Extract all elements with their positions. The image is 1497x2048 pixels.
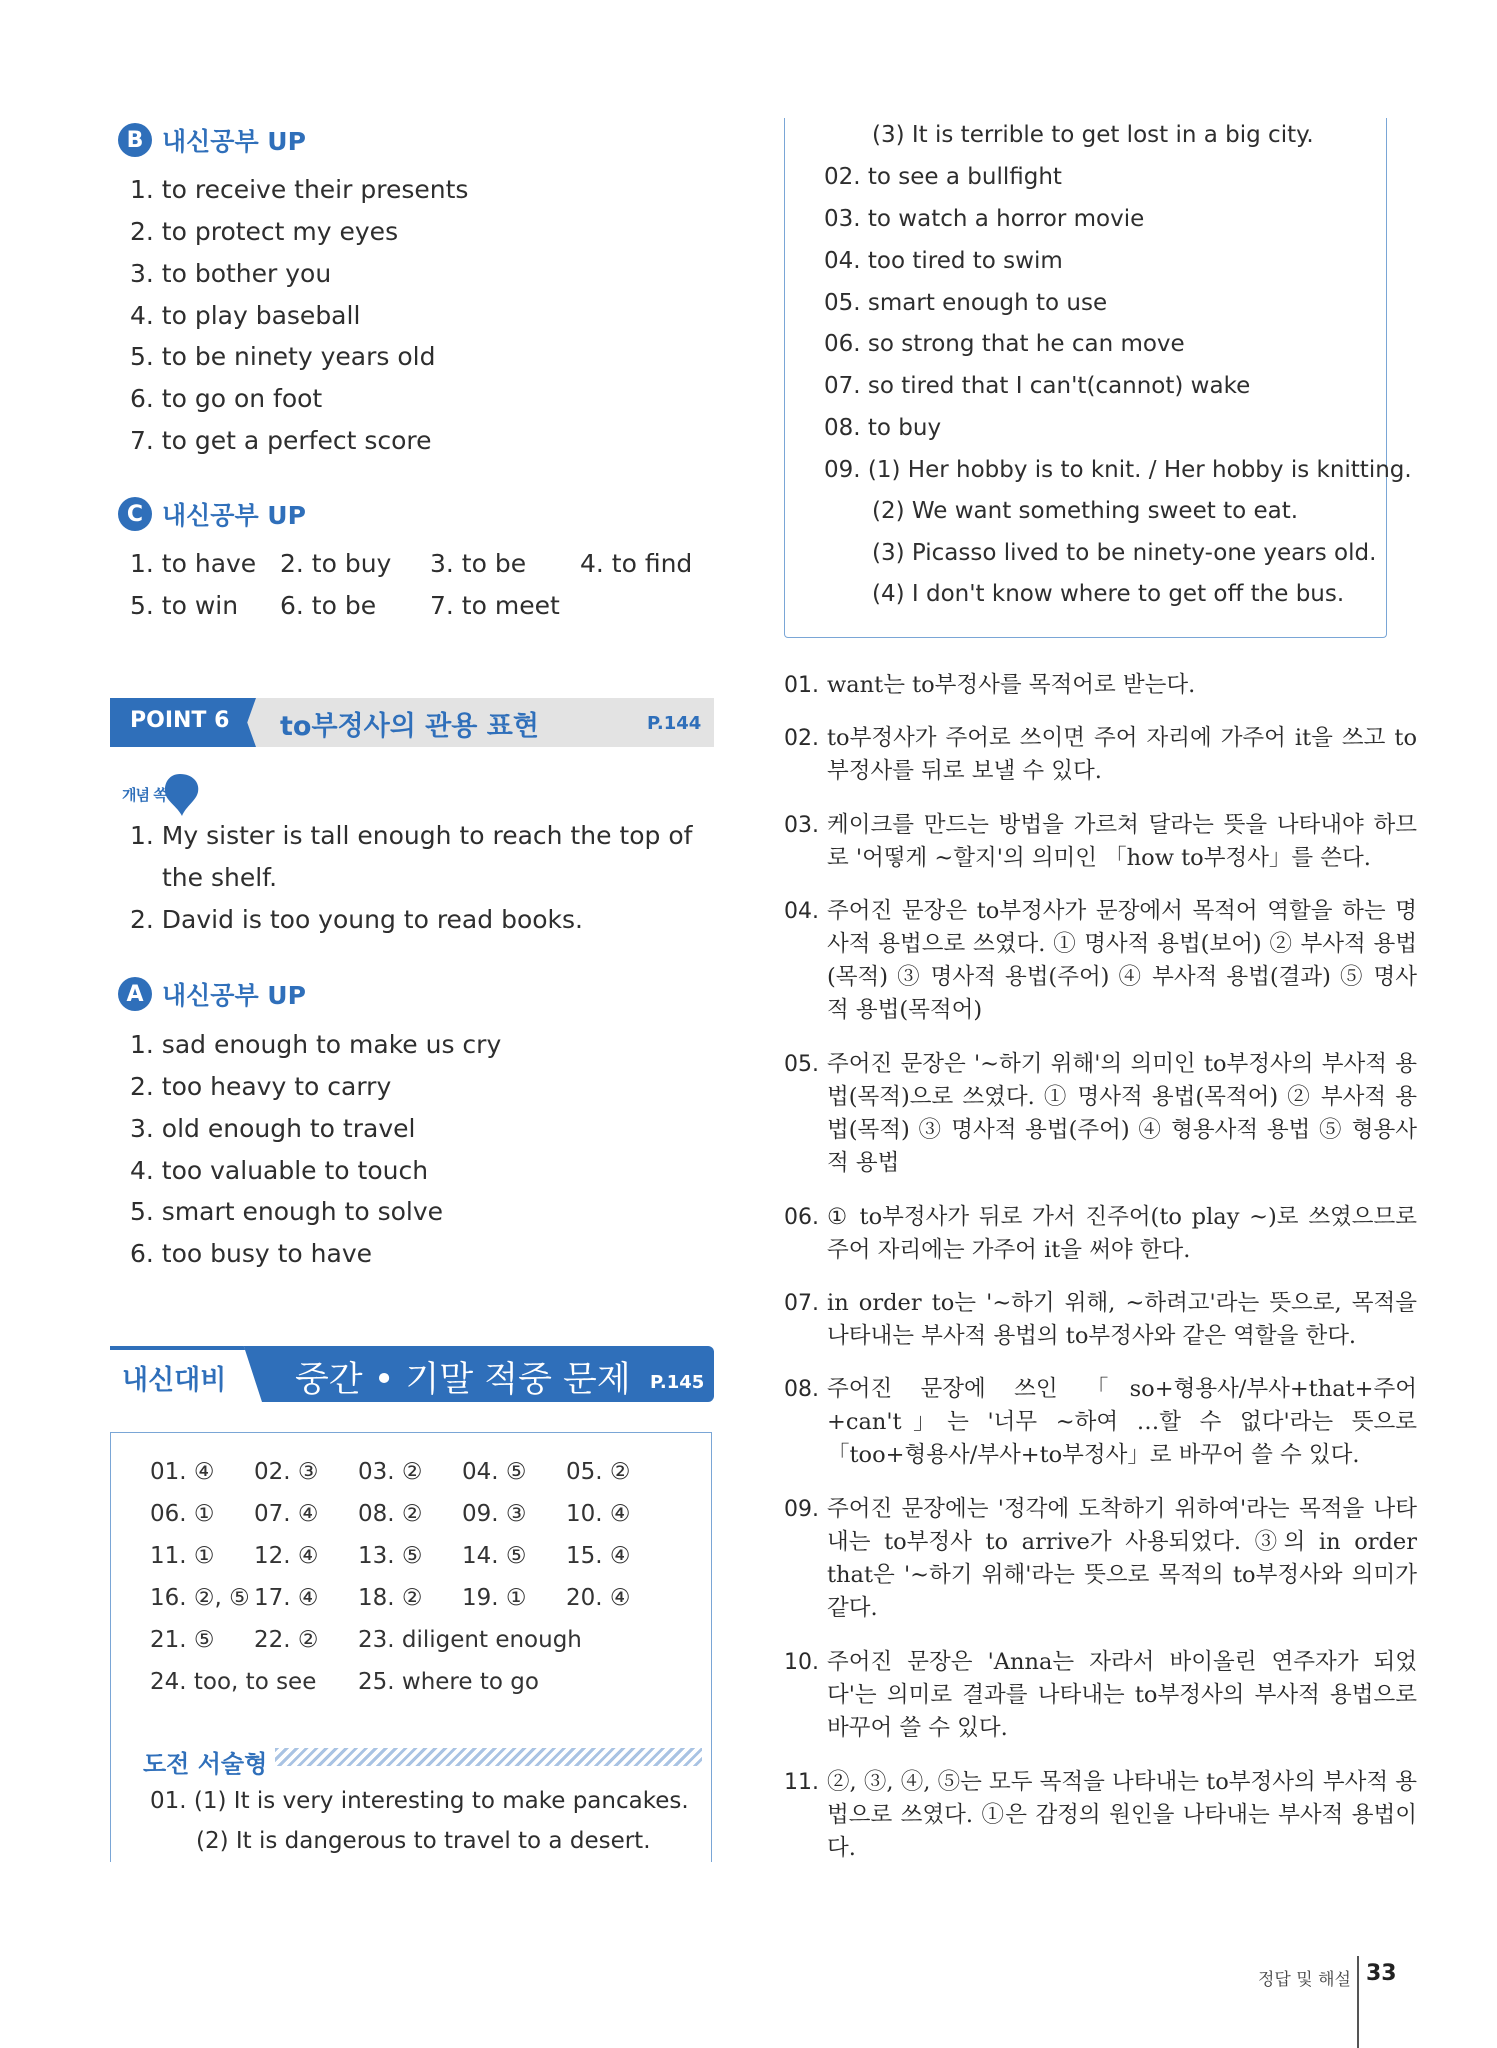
list-item: 5. to be ninety years old: [130, 342, 436, 371]
explanation-text: 케이크를 만드는 방법을 가르쳐 달라는 뜻을 나타내야 하므로 '어떻게 ~할지'의 의미인 「how to부정사」를 쓴다.: [827, 812, 1417, 871]
point6-page-ref: P.144: [647, 713, 702, 734]
list-item: 3. old enough to travel: [130, 1114, 416, 1143]
list-item: 1. My sister is tall enough to reach the top of: [130, 821, 693, 850]
explanation-item: [784, 1373, 1417, 1472]
answer-cell: 01. ④: [150, 1459, 215, 1485]
answer-cell: 03. ②: [358, 1459, 423, 1485]
answer-cell: 15. ④: [566, 1543, 631, 1569]
page-number: 33: [1366, 1961, 1397, 1986]
explanation-number: 05.: [784, 1052, 819, 1077]
answer-cell: 12. ④: [254, 1543, 319, 1569]
explanation-text: 주어진 문장은 to부정사가 문장에서 목적어 역할을 하는 명사적 용법으로 쓰였다. ① 명사적 용법(보어) ② 부사적 용법(목적) ③ 명사적 용법(주어) ④ 부사적 용법(결과) ⑤ 명사적 용법(목적어): [827, 898, 1417, 1023]
answer-cell: 02. ③: [254, 1459, 319, 1485]
list-item: 6. to go on foot: [130, 384, 323, 413]
explanation-text: want는 to부정사를 목적어로 받는다.: [827, 672, 1196, 698]
list-item: 02. to see a bullfight: [824, 164, 1062, 190]
explanation-text: 주어진 문장은 'Anna는 자라서 바이올린 연주자가 되었다'는 의미로 결과를 나타내는 to부정사의 부사적 용법으로 바꾸어 쓸 수 있다.: [827, 1649, 1417, 1741]
explanation-text: 주어진 문장에 쓰인 「so+형용사/부사+that+주어+can't」는 '너무 ~하여 …할 수 없다'라는 뜻으로 「too+형용사/부사+to부정사」로 바꾸어 쓸 수 있다.: [827, 1376, 1417, 1468]
section-b-badge: B: [118, 123, 152, 157]
list-item: 05. smart enough to use: [824, 290, 1108, 316]
answer-cell: 14. ⑤: [462, 1543, 527, 1569]
answer-cell: 19. ①: [462, 1585, 527, 1611]
point6-label: POINT 6: [130, 708, 230, 733]
list-item: (2) We want something sweet to eat.: [872, 498, 1299, 524]
list-item: 5. smart enough to solve: [130, 1197, 444, 1226]
answer-cell: 06. ①: [150, 1501, 215, 1527]
explanation-item: [784, 1048, 1417, 1180]
answer-cell: 10. ④: [566, 1501, 631, 1527]
list-item: 7. to get a perfect score: [130, 426, 432, 455]
answer-cell: 04. ⑤: [462, 1459, 527, 1485]
challenge-title: 도전 서술형: [143, 1750, 268, 1778]
challenge-hatch: [275, 1748, 702, 1766]
answer-cell: 16. ②, ⑤: [150, 1585, 250, 1611]
explanation-item: [784, 1493, 1417, 1625]
list-item: 3. to bother you: [130, 259, 332, 288]
answer-cell: 13. ⑤: [358, 1543, 423, 1569]
explanation-item: [784, 1646, 1417, 1745]
section-c-title: 내신공부 UP: [162, 501, 306, 530]
explanation-number: 04.: [784, 899, 819, 924]
concept-badge: [122, 770, 204, 818]
list-item: 7. to meet: [430, 591, 560, 620]
explanation-item: [784, 1287, 1417, 1353]
explanation-number: 10.: [784, 1650, 819, 1675]
list-item: 09. (1) Her hobby is to knit. / Her hobby is knitting.: [824, 457, 1412, 483]
exam-title: 중간 • 기말 적중 문제: [295, 1360, 631, 1400]
list-item: 2. to protect my eyes: [130, 217, 399, 246]
answer-cell: 09. ③: [462, 1501, 527, 1527]
answer-cell: 11. ①: [150, 1543, 215, 1569]
list-item: 08. to buy: [824, 415, 942, 441]
section-b-title: 내신공부 UP: [162, 127, 306, 156]
answer-cell: 18. ②: [358, 1585, 423, 1611]
explanation-item: [784, 809, 1417, 875]
explanation-text: to부정사가 주어로 쓰이면 주어 자리에 가주어 it을 쓰고 to부정사를 뒤로 보낼 수 있다.: [827, 725, 1417, 784]
list-item: 4. too valuable to touch: [130, 1156, 429, 1185]
explanation-number: 09.: [784, 1497, 819, 1522]
explanation-text: ②, ③, ④, ⑤는 모두 목적을 나타내는 to부정사의 부사적 용법으로 쓰였다. ①은 감정의 원인을 나타내는 부사적 용법이다.: [827, 1769, 1417, 1861]
list-item: 6. to be: [280, 591, 377, 620]
explanation-item: [784, 669, 1417, 702]
list-item: 1. to receive their presents: [130, 175, 469, 204]
answer-cell: 05. ②: [566, 1459, 631, 1485]
list-item: 6. too busy to have: [130, 1239, 373, 1268]
exam-page-ref: P.145: [650, 1372, 705, 1393]
section-a-heading: [118, 974, 306, 1014]
concept-badge-text: 개념 쏙: [122, 786, 167, 804]
list-item: 2. too heavy to carry: [130, 1072, 392, 1101]
answer-cell: 25. where to go: [358, 1669, 539, 1695]
list-item: 1. sad enough to make us cry: [130, 1030, 502, 1059]
explanation-item: [784, 895, 1417, 1027]
answer-cell: 20. ④: [566, 1585, 631, 1611]
explanation-text: 주어진 문장에는 '정각에 도착하기 위하여'라는 목적을 나타내는 to부정사 to arrive가 사용되었다. ③의 in order that은 '~하기 위해'라는 뜻으로 목적의 to부정사와 의미가 같다.: [827, 1496, 1417, 1621]
explanation-item: [784, 1766, 1417, 1865]
list-item: 04. too tired to swim: [824, 248, 1063, 274]
exam-label: 내신대비: [122, 1365, 227, 1396]
explanation-number: 08.: [784, 1377, 819, 1402]
footer-section-label: 정답 및 해설: [1258, 1970, 1351, 1990]
list-item: 2. to buy: [280, 549, 392, 578]
list-item: 06. so strong that he can move: [824, 331, 1185, 357]
explanation-number: 01.: [784, 673, 819, 698]
explanation-text: ① to부정사가 뒤로 가서 진주어(to play ~)로 쓰였으므로 주어 자리에는 가주어 it을 써야 한다.: [827, 1204, 1417, 1263]
list-item: 1. to have: [130, 549, 257, 578]
footer-divider: [1357, 1956, 1359, 2048]
explanation-item: [784, 1201, 1417, 1267]
section-a-badge: A: [118, 977, 152, 1011]
list-item: 2. David is too young to read books.: [130, 905, 583, 934]
list-item: 07. so tired that I can't(cannot) wake: [824, 373, 1251, 399]
list-item: 3. to be: [430, 549, 527, 578]
explanation-item: [784, 722, 1417, 788]
answer-cell: 22. ②: [254, 1627, 319, 1653]
answer-cell: 07. ④: [254, 1501, 319, 1527]
section-b-heading: [118, 120, 306, 160]
answer-cell: 08. ②: [358, 1501, 423, 1527]
answer-cell: 21. ⑤: [150, 1627, 215, 1653]
section-c-heading: [118, 494, 306, 534]
explanation-number: 03.: [784, 813, 819, 838]
point6-title: to부정사의 관용 표현: [280, 711, 539, 742]
explanation-number: 02.: [784, 726, 819, 751]
answer-cell: 17. ④: [254, 1585, 319, 1611]
explanation-text: 주어진 문장은 '~하기 위해'의 의미인 to부정사의 부사적 용법(목적)으로 쓰였다. ① 명사적 용법(목적어) ② 부사적 용법(목적) ③ 명사적 용법(주어) ④ 형용사적 용법 ⑤ 형용사적 용법: [827, 1051, 1417, 1176]
list-item: (4) I don't know where to get off the bus.: [872, 581, 1345, 607]
section-c-badge: C: [118, 497, 152, 531]
list-item: the shelf.: [162, 863, 278, 892]
list-item: 4. to find: [580, 549, 693, 578]
list-item: 5. to win: [130, 591, 239, 620]
list-item: 03. to watch a horror movie: [824, 206, 1145, 232]
answer-cell: 24. too, to see: [150, 1669, 317, 1695]
explanation-text: in order to는 '~하기 위해, ~하려고'라는 뜻으로, 목적을 나타내는 부사적 용법의 to부정사와 같은 역할을 한다.: [827, 1290, 1417, 1349]
list-item: (3) Picasso lived to be ninety-one years old.: [872, 540, 1377, 566]
list-item: (3) It is terrible to get lost in a big city.: [872, 122, 1314, 148]
explanation-number: 06.: [784, 1205, 819, 1230]
list-item: 4. to play baseball: [130, 301, 361, 330]
explanation-number: 07.: [784, 1291, 819, 1316]
section-a-title: 내신공부 UP: [162, 981, 306, 1010]
challenge-answer: (2) It is dangerous to travel to a desert.: [196, 1828, 651, 1854]
explanation-number: 11.: [784, 1770, 819, 1795]
answer-cell: 23. diligent enough: [358, 1627, 582, 1653]
challenge-answer: 01. (1) It is very interesting to make pancakes.: [150, 1788, 689, 1814]
